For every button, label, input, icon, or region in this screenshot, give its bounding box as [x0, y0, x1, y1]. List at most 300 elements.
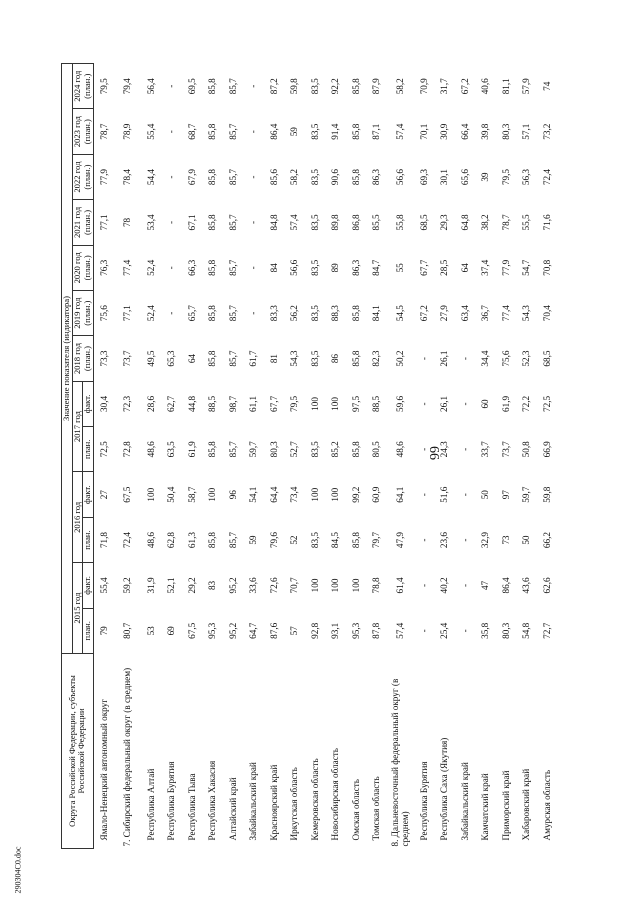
region-name-cell: Республика Бурятия	[418, 761, 429, 841]
value-cell: 64	[186, 353, 197, 364]
value-cell: 65,7	[186, 305, 197, 322]
value-cell: 59,7	[248, 441, 259, 458]
value-cell: 69,5	[186, 78, 197, 95]
value-cell: 89	[330, 263, 341, 273]
value-cell: -	[166, 130, 177, 134]
year-2015-header: 2015 год	[72, 563, 83, 654]
value-cell: 86	[330, 353, 341, 364]
value-cell: 82,3	[371, 350, 382, 367]
table-row	[161, 64, 182, 849]
table-row	[496, 64, 517, 849]
value-cell: 88,5	[371, 395, 382, 412]
value-cell: 100	[309, 397, 320, 411]
value-cell: 55,4	[145, 123, 156, 140]
value-cell: 24,3	[439, 441, 450, 458]
value-cell: 57,4	[395, 123, 406, 140]
value-cell: 64,1	[395, 486, 406, 503]
table-row	[325, 64, 346, 849]
value-cell: 85,7	[227, 78, 238, 95]
value-cell: 64,7	[248, 622, 259, 639]
value-cell: 98,7	[227, 395, 238, 412]
region-name-cell: Ямало-Ненецкий автономный округ	[98, 698, 109, 841]
value-cell: 57	[289, 626, 300, 636]
value-cell: 73,7	[122, 350, 133, 367]
table-row	[305, 64, 326, 849]
value-cell: 79	[98, 626, 109, 636]
value-cell: 86,3	[371, 169, 382, 186]
value-cell: 73,4	[289, 486, 300, 503]
region-name-cell: Кемеровская область	[309, 758, 320, 841]
region-name-cell: Красноярский край	[268, 764, 279, 841]
value-cell: 86,4	[500, 577, 511, 594]
value-cell: 77,4	[122, 259, 133, 276]
value-cell: 70,4	[541, 305, 552, 322]
value-cell: 85,8	[207, 78, 218, 95]
region-name-cell: Иркутская область	[289, 767, 300, 841]
value-cell: 50,8	[521, 441, 532, 458]
value-cell: -	[459, 629, 470, 633]
value-cell: 54,5	[395, 305, 406, 322]
value-cell: 61,9	[186, 441, 197, 458]
value-cell: 100	[207, 487, 218, 502]
value-cell: 49,5	[145, 350, 156, 367]
value-cell: 28,5	[439, 259, 450, 276]
value-cell: 61,7	[248, 350, 259, 367]
value-cell: 57,4	[395, 622, 406, 639]
region-name-cell: Омская область	[350, 779, 361, 841]
value-cell: 50	[521, 535, 532, 545]
table-row	[141, 64, 162, 849]
value-cell: 67,9	[186, 169, 197, 186]
value-cell: 60	[480, 399, 491, 409]
value-cell: 26,1	[439, 395, 450, 412]
value-cell: 59,6	[395, 395, 406, 412]
value-cell: 85,8	[207, 532, 218, 549]
value-cell: 38,2	[480, 214, 491, 231]
value-cell: 63,5	[166, 441, 177, 458]
value-cell: 39	[480, 172, 491, 182]
value-cell: 68,7	[186, 123, 197, 140]
year-2017-header: 2017 год	[72, 381, 83, 472]
value-cell: 86,4	[268, 123, 279, 140]
value-cell: -	[418, 357, 429, 361]
value-cell: 77,4	[500, 305, 511, 322]
value-cell: 85,6	[268, 169, 279, 186]
value-cell: 81,1	[500, 78, 511, 95]
value-cell: 66,2	[541, 532, 552, 549]
value-cell: 81	[268, 353, 279, 364]
table-body	[93, 64, 557, 849]
value-cell: 55,5	[521, 214, 532, 231]
value-cell: 59,8	[289, 78, 300, 95]
value-cell: -	[166, 84, 177, 88]
table-row	[202, 64, 223, 849]
year-2019-header: 2019 год (план.)	[72, 291, 93, 336]
value-cell: 85,8	[207, 123, 218, 140]
value-cell: 85,8	[350, 532, 361, 549]
value-cell: 79,5	[500, 169, 511, 186]
value-cell: 99,2	[350, 486, 361, 503]
value-cell: 78,7	[500, 214, 511, 231]
value-cell: 87,6	[268, 622, 279, 639]
value-cell: 30,4	[98, 395, 109, 412]
value-cell: 100	[330, 397, 341, 411]
value-cell: 80,3	[268, 441, 279, 458]
value-cell: 75,6	[500, 350, 511, 367]
region-name-cell: Амурская область	[541, 769, 552, 841]
region-name-cell: Республика Тыва	[186, 773, 197, 841]
value-cell: 95,2	[227, 577, 238, 594]
value-cell: 83,3	[268, 305, 279, 322]
value-cell: 61,3	[186, 532, 197, 549]
table-row	[434, 64, 455, 849]
value-cell: 55	[395, 263, 406, 273]
table-row	[414, 64, 435, 849]
value-cell: -	[248, 220, 259, 224]
value-cell: 79,5	[98, 78, 109, 95]
value-cell: 75,6	[98, 305, 109, 322]
region-name-cell: Республика Хакасия	[207, 760, 218, 841]
value-cell: 48,6	[145, 532, 156, 549]
value-cell: 85,7	[227, 532, 238, 549]
value-cell: 56,2	[289, 305, 300, 322]
value-cell: 70,1	[418, 123, 429, 140]
value-cell: 85,7	[227, 169, 238, 186]
table-row	[93, 64, 114, 849]
value-cell: 73,2	[541, 123, 552, 140]
region-name-cell: 8. Дальневосточный федеральный округ (в среднем)	[390, 678, 411, 847]
value-cell: 72,7	[541, 622, 552, 639]
value-cell: 85,7	[227, 350, 238, 367]
value-cell: -	[459, 447, 470, 451]
value-cell: 91,4	[330, 123, 341, 140]
value-cell: -	[248, 175, 259, 179]
value-cell: 59	[289, 127, 300, 137]
value-cell: 73,7	[500, 441, 511, 458]
value-cell: 73,3	[98, 350, 109, 367]
value-cell: 76,3	[98, 259, 109, 276]
value-cell: 83	[207, 580, 218, 591]
value-cell: 65,6	[459, 169, 470, 186]
value-cell: 88,3	[330, 305, 341, 322]
value-cell: -	[248, 130, 259, 134]
value-cell: 56,6	[289, 259, 300, 276]
value-cell: -	[248, 266, 259, 270]
value-cell: 92,8	[309, 622, 320, 639]
value-cell: -	[418, 538, 429, 542]
year-2021-header: 2021 год (план.)	[72, 200, 93, 245]
value-cell: 100	[145, 487, 156, 502]
value-cell: 85,7	[227, 441, 238, 458]
value-cell: 85,8	[350, 305, 361, 322]
value-cell: 85,7	[227, 305, 238, 322]
year-2023-header: 2023 год (план.)	[72, 109, 93, 154]
value-cell: 52,7	[289, 441, 300, 458]
value-cell: 31,7	[439, 78, 450, 95]
value-cell: 50,2	[395, 350, 406, 367]
region-name-cell: Алтайский край	[227, 777, 238, 841]
year-2024-header: 2024 год (план.)	[72, 64, 93, 110]
value-cell: 67,1	[186, 214, 197, 231]
value-cell: 87,1	[371, 123, 382, 140]
region-name-cell: Забайкальский край	[459, 762, 470, 841]
region-name-cell: Республика Бурятия	[166, 761, 177, 841]
value-cell: 31,9	[145, 577, 156, 594]
value-cell: 61,1	[248, 395, 259, 412]
value-cell: 57,9	[521, 78, 532, 95]
indicator-header: Значение показателя (индикатора)	[62, 64, 73, 654]
value-cell: 52	[289, 535, 300, 545]
value-cell: 52,3	[521, 350, 532, 367]
value-cell: 80,3	[500, 123, 511, 140]
value-cell: 93,1	[330, 622, 341, 639]
value-cell: 54,8	[521, 622, 532, 639]
value-cell: 30,1	[439, 169, 450, 186]
value-cell: 48,6	[395, 441, 406, 458]
value-cell: 27,9	[439, 305, 450, 322]
value-cell: 80,3	[500, 622, 511, 639]
value-cell: -	[248, 84, 259, 88]
value-cell: 95,3	[350, 622, 361, 639]
value-cell: 50,4	[166, 486, 177, 503]
value-cell: 85,8	[207, 259, 218, 276]
value-cell: 74	[541, 81, 552, 91]
value-cell: 73	[500, 535, 511, 545]
value-cell: 85,8	[207, 441, 218, 458]
table-row	[223, 64, 244, 849]
value-cell: 70,7	[289, 577, 300, 594]
value-cell: 85,7	[227, 214, 238, 231]
year-2016-header: 2016 год	[72, 472, 83, 563]
value-cell: 66,3	[186, 259, 197, 276]
value-cell: 56,6	[395, 169, 406, 186]
region-name-cell: Хабаровский край	[521, 768, 532, 841]
value-cell: 34,4	[480, 350, 491, 367]
table-row	[346, 64, 367, 849]
value-cell: 48,6	[145, 441, 156, 458]
value-cell: 83,5	[309, 532, 320, 549]
value-cell: -	[166, 266, 177, 270]
value-cell: 57,1	[521, 123, 532, 140]
value-cell: 55,4	[98, 577, 109, 594]
value-cell: 53	[145, 626, 156, 636]
value-cell: 69,3	[418, 169, 429, 186]
value-cell: 43,6	[521, 577, 532, 594]
year-2018-header: 2018 год (план.)	[72, 336, 93, 381]
value-cell: -	[418, 583, 429, 587]
region-column-header: Округа Российской Федерации, субъекты Российской Федерации	[62, 654, 94, 849]
value-cell: 85,8	[350, 441, 361, 458]
value-cell: -	[459, 402, 470, 406]
value-cell: 32,9	[480, 532, 491, 549]
value-cell: 79,6	[268, 532, 279, 549]
table-row	[455, 64, 476, 849]
value-cell: 72,3	[122, 395, 133, 412]
value-cell: 78,7	[98, 123, 109, 140]
value-cell: 87,9	[371, 78, 382, 95]
value-cell: 58,2	[289, 169, 300, 186]
value-cell: 40,6	[480, 78, 491, 95]
value-cell: 80,5	[371, 441, 382, 458]
value-cell: 83,5	[309, 350, 320, 367]
value-cell: -	[248, 311, 259, 315]
value-cell: 61,9	[500, 395, 511, 412]
value-cell: 80,7	[122, 622, 133, 639]
page-number: 66	[426, 446, 441, 460]
value-cell: 78,8	[371, 577, 382, 594]
value-cell: 83,5	[309, 78, 320, 95]
value-cell: 83,5	[309, 441, 320, 458]
value-cell: 62,8	[166, 532, 177, 549]
value-cell: 59,2	[122, 577, 133, 594]
value-cell: 96	[227, 490, 238, 500]
value-cell: 61,4	[395, 577, 406, 594]
region-name-cell: 7. Сибирский федеральный округ (в среднем)	[122, 667, 133, 847]
value-cell: 26,1	[439, 350, 450, 367]
value-cell: 77,1	[122, 305, 133, 322]
value-cell: 54,1	[248, 486, 259, 503]
value-cell: 87,8	[371, 622, 382, 639]
value-cell: -	[166, 175, 177, 179]
value-cell: 36,7	[480, 305, 491, 322]
value-cell: 72,5	[98, 441, 109, 458]
table-header	[62, 64, 94, 849]
value-cell: 47	[480, 580, 491, 591]
region-name-cell: Новосибирская область	[330, 748, 341, 841]
value-cell: 58,7	[186, 486, 197, 503]
value-cell: 67,7	[418, 259, 429, 276]
value-cell: 40,2	[439, 577, 450, 594]
value-cell: -	[459, 583, 470, 587]
value-cell: 52,1	[166, 577, 177, 594]
value-cell: 54,4	[145, 169, 156, 186]
value-cell: -	[459, 538, 470, 542]
value-cell: 70,8	[541, 259, 552, 276]
value-cell: 85,5	[371, 214, 382, 231]
value-cell: 66,9	[541, 441, 552, 458]
value-cell: -	[166, 311, 177, 315]
year-2020-header: 2020 год (план.)	[72, 245, 93, 290]
value-cell: 29,3	[439, 214, 450, 231]
value-cell: -	[418, 402, 429, 406]
value-cell: 92,2	[330, 78, 341, 95]
value-cell: 58,2	[395, 78, 406, 95]
value-cell: 85,8	[207, 169, 218, 186]
value-cell: 28,6	[145, 395, 156, 412]
footer-code: 290304C0.doc	[13, 846, 23, 894]
value-cell: 71,6	[541, 214, 552, 231]
value-cell: 83,5	[309, 259, 320, 276]
value-cell: 86,8	[350, 214, 361, 231]
value-cell: 29,2	[186, 577, 197, 594]
value-cell: 83,5	[309, 214, 320, 231]
value-cell: 33,7	[480, 441, 491, 458]
value-cell: 54,7	[521, 259, 532, 276]
value-cell: 62,7	[166, 395, 177, 412]
value-cell: 55,8	[395, 214, 406, 231]
value-cell: 59,7	[521, 486, 532, 503]
value-cell: 86,3	[350, 259, 361, 276]
plan-2015-header: план.	[83, 608, 94, 653]
value-cell: 72,6	[268, 577, 279, 594]
table-row	[182, 64, 203, 849]
value-cell: 50	[480, 490, 491, 500]
value-cell: 68,5	[418, 214, 429, 231]
value-cell: -	[459, 357, 470, 361]
value-cell: 35,8	[480, 622, 491, 639]
value-cell: 67,5	[122, 486, 133, 503]
region-name-cell: Республика Алтай	[145, 768, 156, 841]
fact-2016-header: факт.	[83, 472, 94, 517]
plan-2017-header: план.	[83, 427, 94, 472]
value-cell: 23,6	[439, 532, 450, 549]
table-row	[284, 64, 305, 849]
value-cell: 85,8	[207, 350, 218, 367]
value-cell: 63,4	[459, 305, 470, 322]
value-cell: 59,8	[541, 486, 552, 503]
table-row	[537, 64, 558, 849]
value-cell: 84,7	[371, 259, 382, 276]
value-cell: 83,5	[309, 169, 320, 186]
value-cell: 66,4	[459, 123, 470, 140]
value-cell: 100	[330, 578, 341, 593]
table-row	[264, 64, 285, 849]
value-cell: 84,5	[330, 532, 341, 549]
value-cell: 57,4	[289, 214, 300, 231]
value-cell: 72,8	[122, 441, 133, 458]
value-cell: 95,3	[207, 622, 218, 639]
value-cell: 97,5	[350, 395, 361, 412]
value-cell: 67,5	[186, 622, 197, 639]
value-cell: 90,6	[330, 169, 341, 186]
value-cell: 83,5	[309, 123, 320, 140]
value-cell: 79,5	[289, 395, 300, 412]
value-cell: 51,6	[439, 486, 450, 503]
value-cell: 85,8	[350, 350, 361, 367]
value-cell: 72,4	[541, 169, 552, 186]
value-cell: 69	[166, 626, 177, 636]
value-cell: 71,8	[98, 532, 109, 549]
region-name-cell: Камчатский край	[480, 773, 491, 841]
value-cell: 54,3	[289, 350, 300, 367]
value-cell: -	[459, 493, 470, 497]
value-cell: 85,8	[350, 123, 361, 140]
table-row	[475, 64, 496, 849]
value-cell: 68,5	[541, 350, 552, 367]
table-row	[387, 64, 414, 849]
value-cell: 27	[98, 490, 109, 500]
region-name-cell: Приморский край	[500, 770, 511, 841]
value-cell: 62,6	[541, 577, 552, 594]
value-cell: 59	[248, 535, 259, 545]
region-name-cell: Забайкальский край	[248, 762, 259, 841]
indicator-table-container	[61, 63, 579, 849]
table-row	[243, 64, 264, 849]
value-cell: 85,8	[207, 305, 218, 322]
value-cell: 67,7	[268, 395, 279, 412]
value-cell: 85,8	[207, 214, 218, 231]
value-cell: 60,9	[371, 486, 382, 503]
value-cell: 78,4	[122, 169, 133, 186]
year-2022-header: 2022 год (план.)	[72, 154, 93, 199]
value-cell: 54,3	[521, 305, 532, 322]
value-cell: 37,4	[480, 259, 491, 276]
fact-2017-header: факт.	[83, 381, 94, 426]
value-cell: 78,9	[122, 123, 133, 140]
value-cell: 87,2	[268, 78, 279, 95]
value-cell: 95,2	[227, 622, 238, 639]
table-row	[516, 64, 537, 849]
